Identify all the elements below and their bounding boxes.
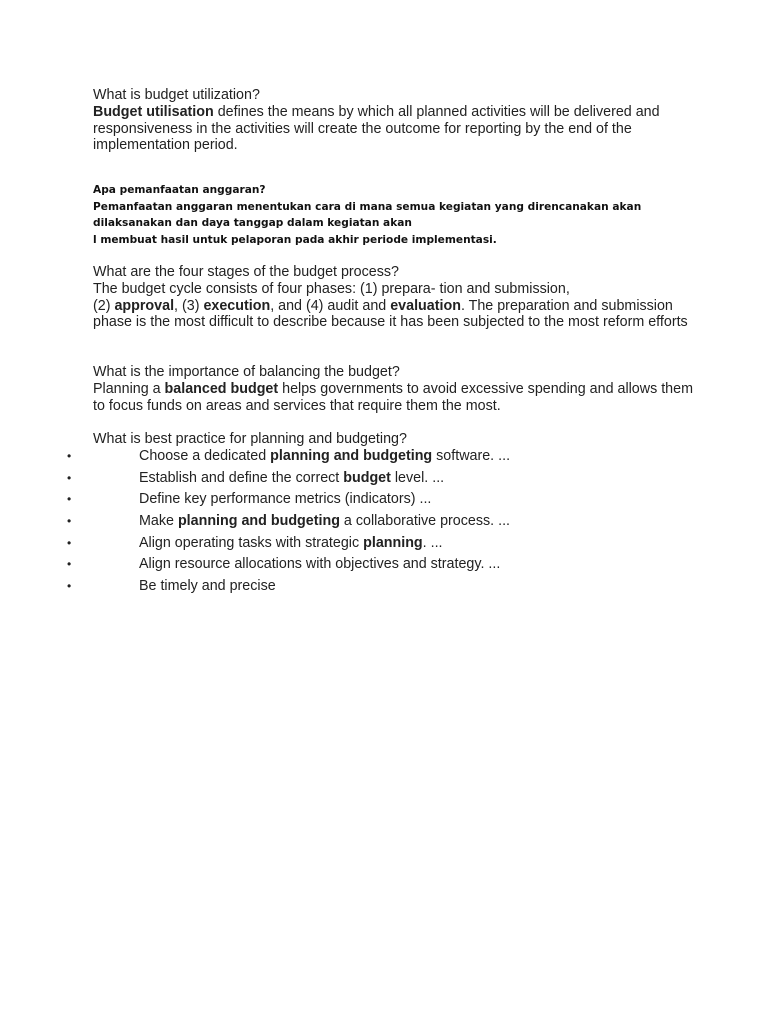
item-text: Be timely and precise (139, 578, 276, 595)
item-text: Establish and define the correct (139, 469, 344, 486)
answer-text: helps governments to avoid excessive spending and allows them to focus funds on areas and services that require them the most. (93, 380, 693, 414)
section-budget-utilization (93, 87, 693, 154)
bullet-icon: • (67, 514, 72, 529)
answer-text: defines the means by which all planned activities will be delivered and responsiveness in the activities will create the outcome for reporting by the end of the implementation period. (93, 103, 660, 154)
bullet-icon: • (67, 579, 72, 594)
bold-term: approval (114, 297, 175, 314)
question-heading: What is budget utilization? (93, 87, 260, 103)
item-text: Choose a dedicated (139, 448, 271, 464)
list-item (0, 470, 768, 492)
bullet-icon: • (67, 557, 72, 572)
bold-term: planning and budgeting (177, 513, 340, 530)
translation-line: l membuat hasil untuk pelaporan pada akhir periode implementasi. (93, 234, 497, 247)
item-text: software. ... (432, 448, 511, 464)
list-item (0, 448, 768, 470)
bold-term: budget (343, 469, 391, 486)
answer-text: (2) (93, 297, 115, 314)
bold-term: planning and budgeting (270, 448, 433, 464)
answer-paragraph (93, 104, 693, 154)
question-heading: What is the importance of balancing the budget? (93, 364, 400, 380)
list-item (0, 535, 768, 557)
question-heading: What are the four stages of the budget process? (93, 264, 399, 280)
bold-term: planning (363, 534, 423, 551)
bold-term: balanced budget (164, 380, 279, 397)
list-item-text (139, 470, 444, 487)
list-item (0, 578, 768, 600)
answer-paragraph (93, 281, 693, 331)
bold-term: Budget utilisation (93, 103, 214, 120)
list-item-text (139, 491, 431, 508)
best-practice-list (0, 448, 768, 600)
bullet-icon: • (67, 535, 72, 550)
answer-text: The budget cycle consists of four phases: (1) prepara- tion and submission, (93, 280, 570, 297)
item-text: level. ... (390, 469, 445, 486)
list-item-text (139, 448, 510, 465)
list-item-text (139, 513, 510, 530)
list-item-text (139, 578, 276, 595)
question-heading: What is best practice for planning and budgeting? (93, 431, 407, 447)
section-balancing-budget (93, 364, 693, 414)
bullet-icon: • (67, 470, 72, 485)
list-item-text (139, 556, 500, 573)
translation-line: dilaksanakan dan daya tanggap dalam kegiatan akan (93, 217, 412, 230)
list-item (0, 513, 768, 535)
bullet-icon: • (67, 492, 72, 507)
item-text: a collaborative process. ... (339, 513, 511, 530)
answer-text: , (3) (174, 297, 204, 314)
translation-question: Apa pemanfaatan anggaran? (93, 184, 266, 196)
indonesian-translation (93, 182, 693, 249)
item-text: Make (139, 513, 178, 530)
answer-text: Planning a (93, 380, 165, 397)
list-item (0, 491, 768, 513)
item-text: Define key performance metrics (indicators) ... (139, 491, 432, 508)
section-best-practice (93, 431, 693, 448)
answer-paragraph (93, 381, 693, 415)
bullet-icon: • (67, 449, 72, 463)
section-budget-stages (93, 264, 693, 331)
bold-term: evaluation (390, 297, 461, 314)
answer-text: , and (4) audit and (270, 297, 391, 314)
list-item (0, 556, 768, 578)
bold-term: execution (203, 297, 271, 314)
answer-text: . The preparation and submission phase is the most difficult to describe because it has been subjected to the most reform efforts (93, 297, 688, 331)
item-text: Align operating tasks with strategic (139, 534, 364, 551)
list-item-text (139, 535, 443, 552)
item-text: . ... (422, 534, 443, 551)
item-text: Align resource allocations with objectives and strategy. ... (139, 556, 501, 573)
translation-line: Pemanfaatan anggaran menentukan cara di mana semua kegiatan yang direncanakan akan (93, 200, 642, 213)
